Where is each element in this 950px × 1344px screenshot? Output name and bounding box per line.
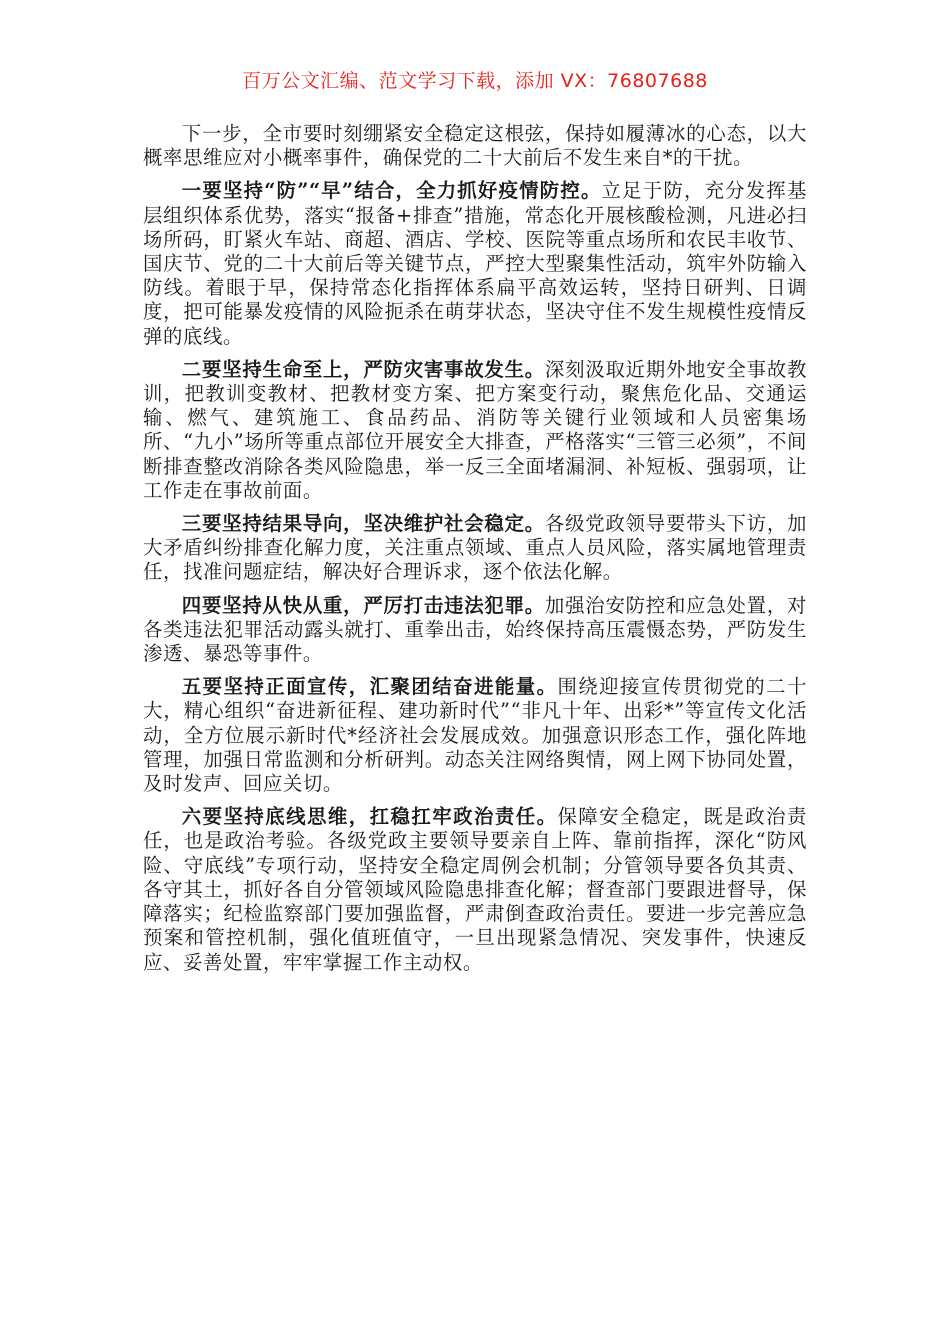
paragraph-item-4 <box>143 594 807 667</box>
paragraph-lead: 六要坚持底线思维，扛稳扛牢政治责任。 <box>181 805 558 829</box>
paragraph-lead: 四要坚持从快从重，严厉打击违法犯罪。 <box>181 593 545 617</box>
paragraph-text: 加强治安防控和应急处置，对各类违法犯罪活动露头就打、重拳出击，始终保持高压震慑态势，严防发生渗透、暴恐等事件。 <box>143 593 807 666</box>
paragraph-lead: 一要坚持“防”“早”结合，全力抓好疫情防控。 <box>181 179 602 203</box>
paragraph-text: 深刻汲取近期外地安全事故教训，把教训变教材、把教材变方案、把方案变行动，聚焦危化品、交通运输、燃气、建筑施工、食品药品、消防等关键行业领域和人员密集场所、“九小”场所等重点部位开展安全大排查，严格落实“三管三必须”，不间断排查整改消除各类风险隐患，举一反三全面堵漏洞、补短板、强弱项，让工作走在事故前面。 <box>143 357 807 502</box>
paragraph-item-5 <box>143 675 807 796</box>
paragraph-item-6 <box>143 805 807 974</box>
paragraph-item-1 <box>143 179 807 348</box>
paragraph-text: 保障安全稳定，既是政治责任，也是政治考验。各级党政主要领导要亲自上阵、靠前指挥，深化“防风险、守底线”专项行动，坚持安全稳定周例会机制；分管领导要各负其责、各守其土，抓好各自分管领域风险隐患排查化解；督查部门要跟进督导，保障落实；纪检监察部门要加强监督，严肃倒查政治责任。要进一步完善应急预案和管控机制，强化值班值守，一旦出现紧急情况、突发事件，快速反应、妥善处置，牢牢掌握工作主动权。 <box>143 805 807 974</box>
paragraph-text: 各级党政领导要带头下访，加大矛盾纠纷排查化解力度，关注重点领域、重点人员风险，落实属地管理责任，找准问题症结，解决好合理诉求，逐个依法化解。 <box>143 512 807 584</box>
paragraph-text: 围绕迎接宣传贯彻党的二十大，精心组织“奋进新征程、建功新时代”“非凡十年、出彩*”等宣传文化活动，全方位展示新时代*经济社会发展成效。加强意识形态工作，强化阵地管理，加强日常监测和分析研判。动态关注网络舆情，网上网下协同处置，及时发声、回应关切。 <box>143 675 807 796</box>
paragraph-lead: 二要坚持生命至上，严防灾害事故发生。 <box>181 357 545 381</box>
document-body <box>143 122 807 984</box>
paragraph-intro <box>143 122 807 170</box>
paragraph-lead: 三要坚持结果导向，坚决维护社会稳定。 <box>181 512 545 536</box>
paragraph-text: 下一步，全市要时刻绷紧安全稳定这根弦，保持如履薄冰的心态，以大概率思维应对小概率事件，确保党的二十大前后不发生来自*的干扰。 <box>143 122 807 170</box>
paragraph-text: 立足于防，充分发挥基层组织体系优势，落实“报备+排查”措施，常态化开展核酸检测，凡进必扫场所码，盯紧火车站、商超、酒店、学校、医院等重点场所和农民丰收节、国庆节、党的二十大前后等关键节点，严控大型聚集性活动，筑牢外防输入防线。着眼于早，保持常态化指挥体系扁平高效运转，坚持日研判、日调度，把可能暴发疫情的风险扼杀在萌芽状态，坚决守住不发生规模性疫情反弹的底线。 <box>143 179 807 348</box>
paragraph-item-3 <box>143 512 807 585</box>
paragraph-lead: 五要坚持正面宣传，汇聚团结奋进能量。 <box>181 675 558 699</box>
paragraph-item-2 <box>143 358 807 503</box>
header-watermark-text: 百万公文汇编、范文学习下载，添加 VX：76807688 <box>242 70 708 92</box>
